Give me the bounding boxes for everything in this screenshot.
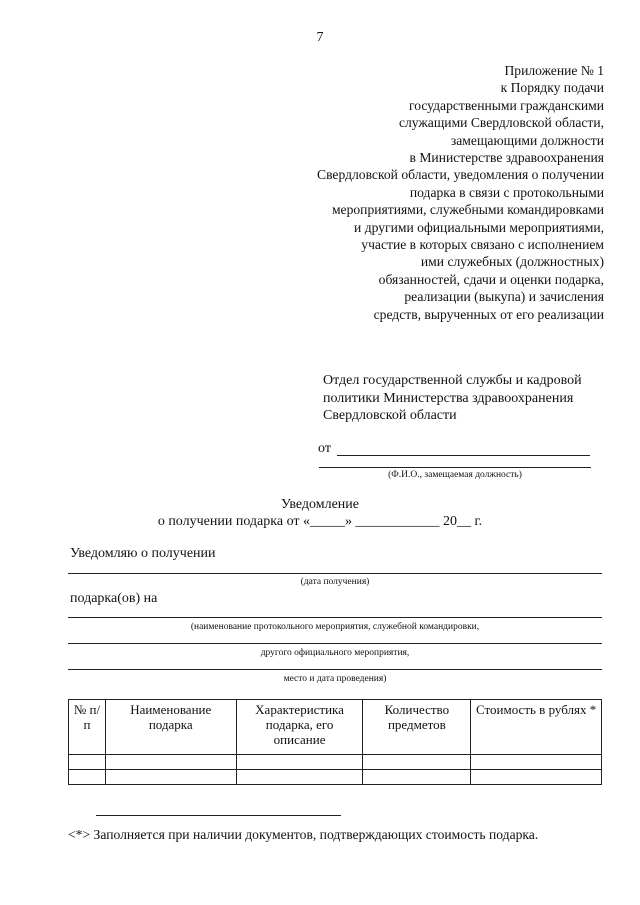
position-fill-line[interactable] — [319, 467, 591, 468]
column-header-description: Характеристика подарка, его описание — [236, 700, 363, 755]
gifts-table — [68, 699, 602, 785]
appendix-line: государственными гражданскими — [408, 97, 604, 113]
document-title: Уведомление — [280, 497, 359, 512]
date-fill-line[interactable] — [68, 573, 602, 574]
gifts-label: подарка(ов) на — [70, 591, 158, 606]
event-caption-1: (наименование протокольного мероприятия, служебной командировки, — [190, 622, 480, 632]
addressee-line: политики Министерства здравоохранения — [323, 390, 574, 406]
table-cell[interactable] — [471, 755, 602, 770]
appendix-line: к Порядку подачи — [500, 80, 604, 96]
event-fill-line-1[interactable] — [68, 617, 602, 618]
column-header-number: № п/п — [69, 700, 106, 755]
from-fill-line[interactable] — [337, 455, 590, 456]
appendix-line: реализации (выкупа) и зачисления — [404, 289, 604, 305]
appendix-line: и другими официальными мероприятиями, — [354, 219, 604, 235]
appendix-line: мероприятиями, служебными командировками — [331, 202, 604, 218]
table-row — [69, 755, 602, 770]
appendix-line: участие в которых связано с исполнением — [361, 237, 604, 253]
table-cell[interactable] — [363, 755, 471, 770]
event-caption-2: другого официального мероприятия, — [260, 648, 410, 658]
event-fill-line-3[interactable] — [68, 669, 602, 670]
event-caption-3: место и дата проведения) — [283, 674, 387, 684]
table-cell[interactable] — [69, 755, 106, 770]
table-cell[interactable] — [69, 770, 106, 785]
appendix-line: в Министерстве здравоохранения — [409, 150, 604, 166]
table-cell[interactable] — [236, 770, 363, 785]
table-row — [69, 770, 602, 785]
appendix-line: Свердловской области, уведомления о получении — [317, 167, 604, 183]
event-fill-line-2[interactable] — [68, 643, 602, 644]
document-subtitle: о получении подарка от «_____» ____________ 20__ г. — [157, 514, 483, 529]
appendix-header — [244, 62, 604, 323]
column-header-name: Наименование подарка — [105, 700, 236, 755]
appendix-line: замещающими должности — [450, 132, 604, 148]
from-label: от — [318, 441, 331, 456]
table-header-row — [69, 700, 602, 755]
addressee-block — [323, 372, 582, 425]
appendix-line: ими служебных (должностных) — [420, 254, 604, 270]
appendix-line: средств, вырученных от его реализации — [373, 306, 604, 322]
addressee-line: Свердловской области — [323, 408, 457, 423]
appendix-line: подарка в связи с протокольными — [409, 184, 604, 200]
column-header-quantity: Количество предметов — [363, 700, 471, 755]
table-cell[interactable] — [105, 755, 236, 770]
addressee-line: Отдел государственной службы и кадровой — [323, 373, 582, 388]
table-cell[interactable] — [236, 755, 363, 770]
column-header-cost: Стоимость в рублях * — [471, 700, 602, 755]
appendix-line: Приложение № 1 — [504, 63, 604, 78]
footnote: <*> Заполняется при наличии документов, подтверждающих стоимость подарка. — [68, 827, 539, 842]
table-cell[interactable] — [363, 770, 471, 785]
page-number: 7 — [316, 30, 324, 45]
footnote-separator — [96, 815, 341, 816]
notify-label: Уведомляю о получении — [70, 546, 216, 561]
appendix-line: служащими Свердловской области, — [398, 115, 604, 131]
from-caption: (Ф.И.О., замещаемая должность) — [388, 470, 522, 480]
appendix-line: обязанностей, сдачи и оценки подарка, — [378, 271, 604, 287]
table-cell[interactable] — [105, 770, 236, 785]
table-cell[interactable] — [471, 770, 602, 785]
date-caption: (дата получения) — [300, 577, 370, 587]
